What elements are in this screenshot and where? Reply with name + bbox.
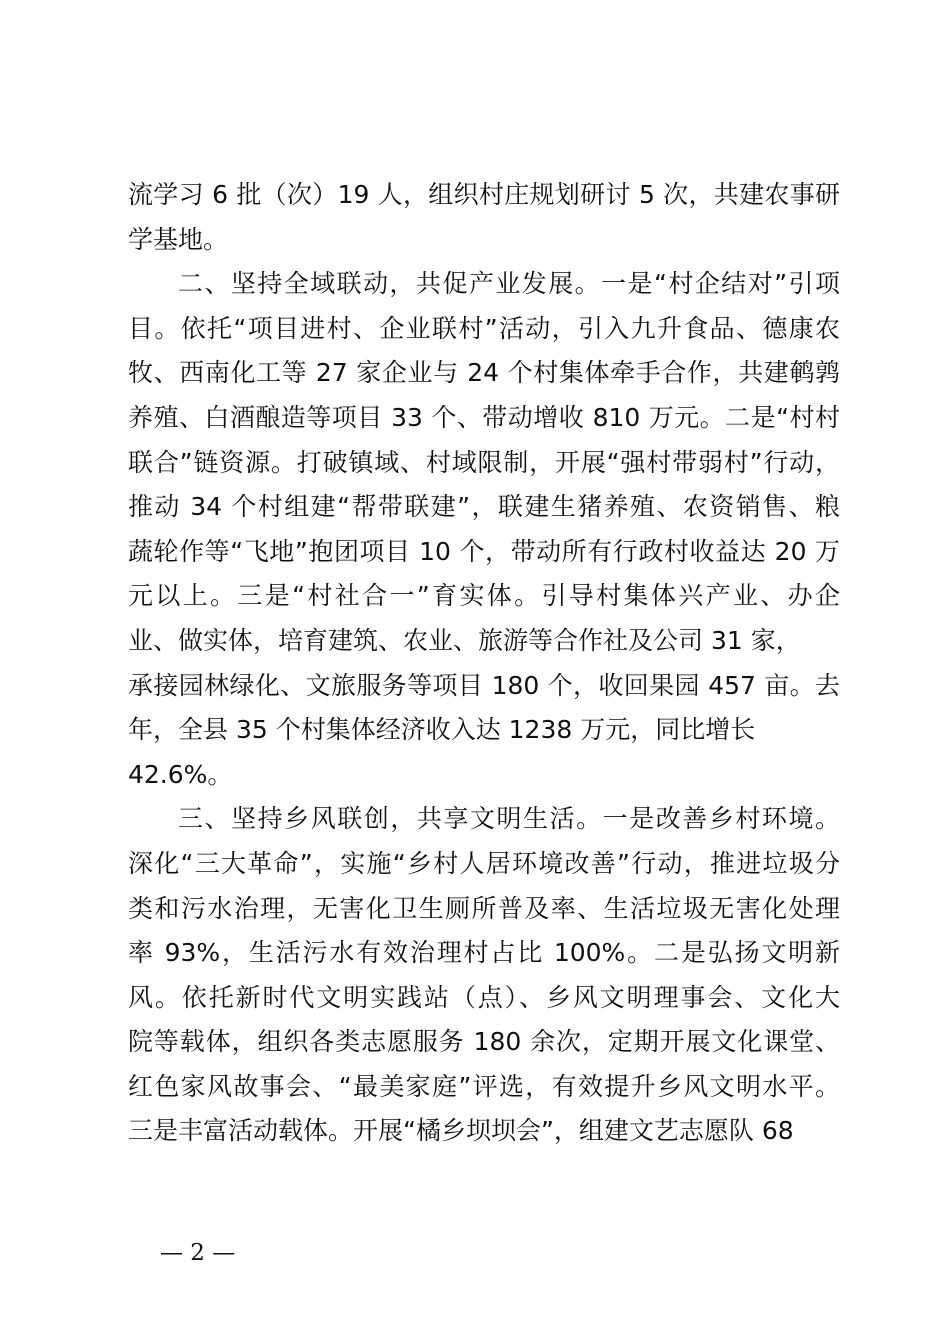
text-line: 元以上。三是“村社合一”育实体。引导村集体兴产业、办企 (128, 581, 840, 611)
text-line: 学基地。 (128, 224, 229, 254)
text-line: 牧、西南化工等 27 家企业与 24 个村集体牵手合作，共建鹌鹑 (128, 358, 840, 388)
text-line: 养殖、白酒酿造等项目 33 个、带动增收 810 万元。二是“村村 (128, 402, 840, 432)
text-line: 风。依托新时代文明实践站（点）、乡风文明理事会、文化大 (128, 982, 840, 1012)
text-line: 率 93%，生活污水有效治理村占比 100%。二是弘扬文明新 (128, 938, 840, 968)
text-line: 流学习 6 批（次）19 人，组织村庄规划研讨 5 次，共建农事研 (128, 180, 840, 209)
text-line: 承接园林绿化、文旅服务等项目 180 个，收回果园 457 亩。去 (128, 670, 840, 700)
text-line: 院等载体，组织各类志愿服务 180 余次，定期开展文化课堂、 (128, 1027, 840, 1057)
text-line: 类和污水治理，无害化卫生厕所普及率、生活垃圾无害化处理 (128, 893, 840, 923)
page-number: — 2 — (160, 1240, 236, 1266)
body-text (128, 173, 840, 1154)
text-line: 年，全县 35 个村集体经济收入达 1238 万元，同比增长 (128, 715, 756, 745)
section-heading-line: 二、坚持全域联动，共促产业发展。一是“村企结对”引项 (178, 269, 840, 299)
text-line: 三是丰富活动载体。开展“橘乡坝坝会”，组建文艺志愿队 68 (128, 1116, 794, 1146)
text-line: 目。依托“项目进村、企业联村”活动，引入九升食品、德康农 (128, 313, 840, 343)
text-line: 业、做实体，培育建筑、农业、旅游等合作社及公司 31 家， (128, 625, 801, 655)
text-line: 红色家风故事会、“最美家庭”评选，有效提升乡风文明水平。 (128, 1071, 840, 1101)
text-line: 蔬轮作等“飞地”抱团项目 10 个，带动所有行政村收益达 20 万 (128, 536, 840, 566)
text-line: 推动 34 个村组建“帮带联建”，联建生猪养殖、农资销售、粮 (128, 492, 840, 522)
text-line: 深化“三大革命”，实施“乡村人居环境改善”行动，推进垃圾分 (128, 848, 840, 878)
text-line: 联合”链资源。打破镇域、村域限制，开展“强村带弱村”行动， (128, 447, 840, 477)
text-line: 42.6%。 (128, 759, 233, 789)
section-heading-line: 三、坚持乡风联创，共享文明生活。一是改善乡村环境。 (178, 804, 840, 834)
